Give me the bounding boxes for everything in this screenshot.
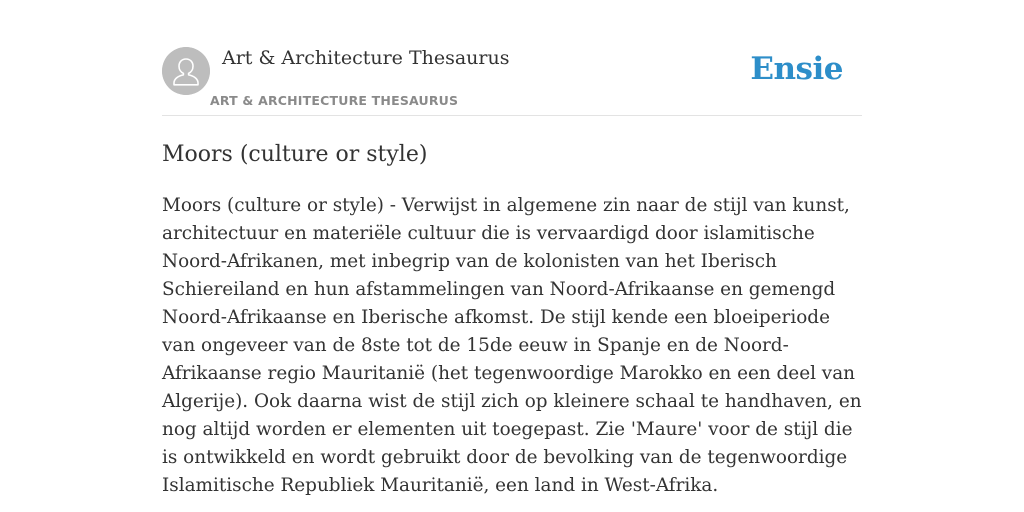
entry-card [162, 0, 862, 512]
user-avatar-icon[interactable] [162, 47, 210, 95]
brand-logo[interactable]: Ensie [750, 51, 843, 87]
source-subtitle: ART & ARCHITECTURE THESAURUS [210, 93, 459, 108]
page-title: Moors (culture or style) [162, 142, 428, 167]
source-title-link[interactable]: Art & Architecture Thesaurus [222, 47, 510, 69]
header-divider [162, 115, 862, 116]
person-outline-icon [162, 47, 210, 95]
definition-text: Moors (culture or style) - Verwijst in algemene zin naar de stijl van kunst, architectuur en materiële cultuur die is vervaardigd door islamitische Noord-Afrikanen, met inbegrip van de kolonisten van het Iberisch Schiereiland en hun afstammelingen van Noord-Afrikaanse en gemengd Noord-Afrikaanse en Iberische afkomst. De stijl kende een bloeiperiode van ongeveer van de 8ste tot de 15de eeuw in Spanje en de Noord-Afrikaanse regio Mauritanië (het tegenwoordige Marokko en een deel van Algerije). Ook daarna wist de stijl zich op kleinere schaal te handhaven, en nog altijd worden er elementen uit toegepast. Zie 'Maure' voor de stijl die is ontwikkeld en wordt gebruikt door de bevolking van de tegenwoordige Islamitische Republiek Mauritanië, een land in West-Afrika. [162, 195, 862, 496]
